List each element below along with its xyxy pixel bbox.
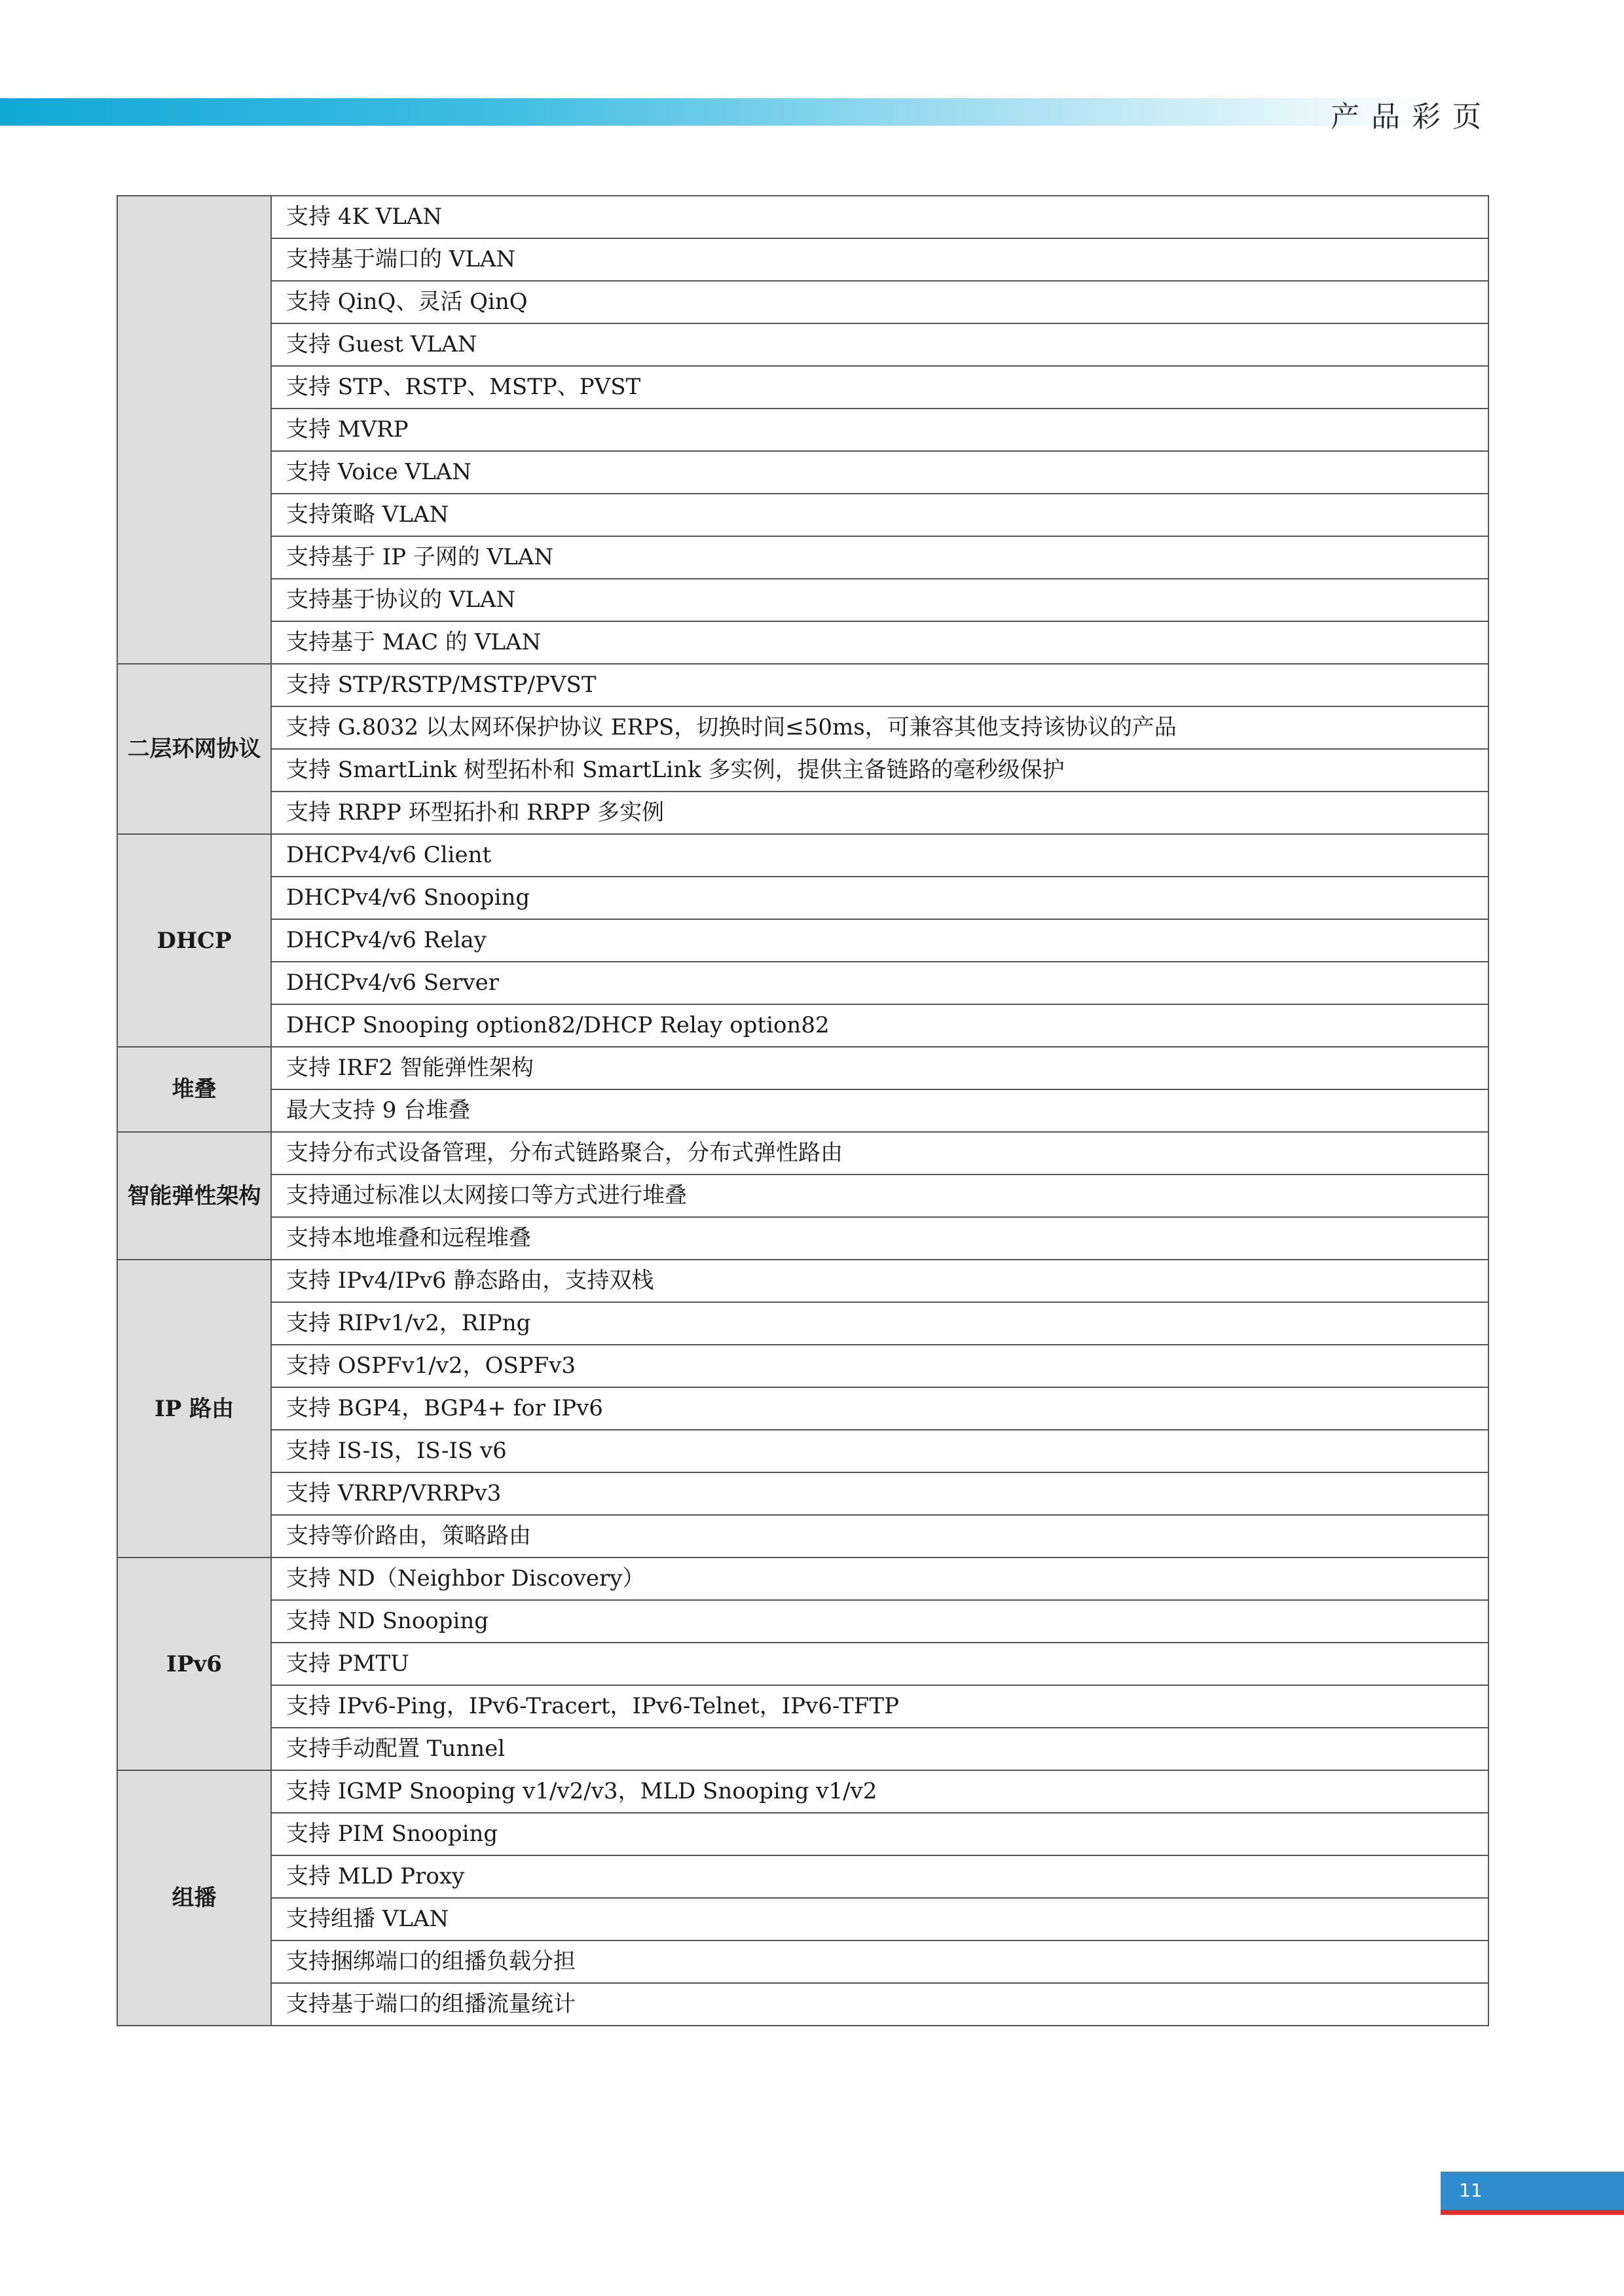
page-number-accent-line	[1441, 2210, 1624, 2215]
feature-cell: 支持 SmartLink 树型拓朴和 SmartLink 多实例，提供主备链路的毫秒级保护	[271, 749, 1488, 792]
feature-cell: 支持 Voice VLAN	[271, 451, 1488, 494]
table-row	[117, 834, 1488, 877]
table-row	[117, 877, 1488, 919]
category-cell: IP 路由	[117, 1260, 271, 1558]
page-number: 11	[1441, 2172, 1624, 2210]
feature-cell: 支持 IPv4/IPv6 静态路由，支持双栈	[271, 1260, 1488, 1302]
feature-cell: 支持 MVRP	[271, 409, 1488, 451]
category-cell	[117, 196, 271, 664]
feature-cell: 支持 STP/RSTP/MSTP/PVST	[271, 664, 1488, 706]
feature-cell: 支持手动配置 Tunnel	[271, 1728, 1488, 1770]
feature-cell: 支持 PMTU	[271, 1643, 1488, 1685]
feature-cell: 支持基于端口的 VLAN	[271, 238, 1488, 281]
table-row	[117, 706, 1488, 749]
table-row	[117, 366, 1488, 409]
feature-cell: 支持 IS-IS，IS-IS v6	[271, 1430, 1488, 1472]
feature-cell: 支持基于协议的 VLAN	[271, 579, 1488, 621]
table-row	[117, 1643, 1488, 1685]
table-row	[117, 409, 1488, 451]
table-row	[117, 281, 1488, 323]
table-row	[117, 1175, 1488, 1217]
feature-cell: 支持 BGP4，BGP4+ for IPv6	[271, 1387, 1488, 1430]
table-row	[117, 1941, 1488, 1983]
feature-cell: 支持本地堆叠和远程堆叠	[271, 1217, 1488, 1260]
feature-cell: 支持 STP、RSTP、MSTP、PVST	[271, 366, 1488, 409]
category-cell: 堆叠	[117, 1047, 271, 1132]
table-row	[117, 238, 1488, 281]
category-cell: 组播	[117, 1770, 271, 2026]
table-row	[117, 1770, 1488, 1813]
table-row	[117, 1430, 1488, 1472]
table-row	[117, 1855, 1488, 1898]
feature-cell: 支持 VRRP/VRRPv3	[271, 1472, 1488, 1515]
table-row	[117, 1387, 1488, 1430]
table-row	[117, 536, 1488, 579]
feature-cell: 支持基于端口的组播流量统计	[271, 1983, 1488, 2026]
feature-cell: 支持等价路由，策略路由	[271, 1515, 1488, 1558]
table-row	[117, 323, 1488, 366]
category-cell: 二层环网协议	[117, 664, 271, 834]
feature-cell: 支持 IPv6-Ping，IPv6-Tracert，IPv6-Telnet，IPv6-TFTP	[271, 1685, 1488, 1728]
table-row	[117, 792, 1488, 834]
table-row	[117, 1728, 1488, 1770]
table-row	[117, 621, 1488, 664]
feature-cell: 支持分布式设备管理，分布式链路聚合，分布式弹性路由	[271, 1132, 1488, 1175]
feature-cell: 支持 PIM Snooping	[271, 1813, 1488, 1855]
feature-cell: DHCP Snooping option82/DHCP Relay option82	[271, 1004, 1488, 1047]
feature-cell: 支持 RIPv1/v2，RIPng	[271, 1302, 1488, 1345]
feature-cell: 支持 RRPP 环型拓扑和 RRPP 多实例	[271, 792, 1488, 834]
table-row	[117, 962, 1488, 1004]
table-row	[117, 1047, 1488, 1089]
table-row	[117, 1472, 1488, 1515]
header-title: 产品彩页	[1331, 100, 1493, 134]
feature-cell: 支持基于 MAC 的 VLAN	[271, 621, 1488, 664]
feature-cell: DHCPv4/v6 Server	[271, 962, 1488, 1004]
table-row	[117, 1983, 1488, 2026]
table-row	[117, 1898, 1488, 1941]
feature-cell: DHCPv4/v6 Relay	[271, 919, 1488, 962]
feature-cell: 支持 ND（Neighbor Discovery）	[271, 1558, 1488, 1600]
feature-cell: 支持通过标准以太网接口等方式进行堆叠	[271, 1175, 1488, 1217]
feature-cell: 支持捆绑端口的组播负载分担	[271, 1941, 1488, 1983]
table-row	[117, 196, 1488, 238]
table-row	[117, 494, 1488, 536]
feature-cell: 支持 G.8032 以太网环保护协议 ERPS，切换时间≤50ms，可兼容其他支持该协议的产品	[271, 706, 1488, 749]
table-row	[117, 1345, 1488, 1387]
feature-cell: 支持 QinQ、灵活 QinQ	[271, 281, 1488, 323]
feature-cell: 支持基于 IP 子网的 VLAN	[271, 536, 1488, 579]
feature-cell: 支持 IGMP Snooping v1/v2/v3，MLD Snooping v1/v2	[271, 1770, 1488, 1813]
table-row	[117, 749, 1488, 792]
category-cell: 智能弹性架构	[117, 1132, 271, 1260]
feature-cell: 支持组播 VLAN	[271, 1898, 1488, 1941]
category-cell: IPv6	[117, 1558, 271, 1770]
table-row	[117, 1132, 1488, 1175]
feature-cell: 支持 OSPFv1/v2，OSPFv3	[271, 1345, 1488, 1387]
feature-cell: DHCPv4/v6 Client	[271, 834, 1488, 877]
table-row	[117, 1515, 1488, 1558]
feature-cell: 支持 IRF2 智能弹性架构	[271, 1047, 1488, 1089]
header-gradient-bar	[0, 98, 1434, 126]
feature-cell: 支持 4K VLAN	[271, 196, 1488, 238]
table-row	[117, 1004, 1488, 1047]
feature-cell: DHCPv4/v6 Snooping	[271, 877, 1488, 919]
spec-table	[117, 195, 1489, 2026]
table-row	[117, 1217, 1488, 1260]
feature-cell: 支持 MLD Proxy	[271, 1855, 1488, 1898]
table-row	[117, 919, 1488, 962]
table-row	[117, 1302, 1488, 1345]
feature-cell: 支持 Guest VLAN	[271, 323, 1488, 366]
table-row	[117, 1089, 1488, 1132]
category-cell: DHCP	[117, 834, 271, 1047]
table-row	[117, 1813, 1488, 1855]
table-row	[117, 1558, 1488, 1600]
table-row	[117, 664, 1488, 706]
table-row	[117, 1600, 1488, 1643]
spec-table-body	[117, 196, 1488, 2026]
table-row	[117, 1260, 1488, 1302]
table-row	[117, 579, 1488, 621]
feature-cell: 支持策略 VLAN	[271, 494, 1488, 536]
feature-cell: 最大支持 9 台堆叠	[271, 1089, 1488, 1132]
feature-cell: 支持 ND Snooping	[271, 1600, 1488, 1643]
table-row	[117, 1685, 1488, 1728]
table-row	[117, 451, 1488, 494]
